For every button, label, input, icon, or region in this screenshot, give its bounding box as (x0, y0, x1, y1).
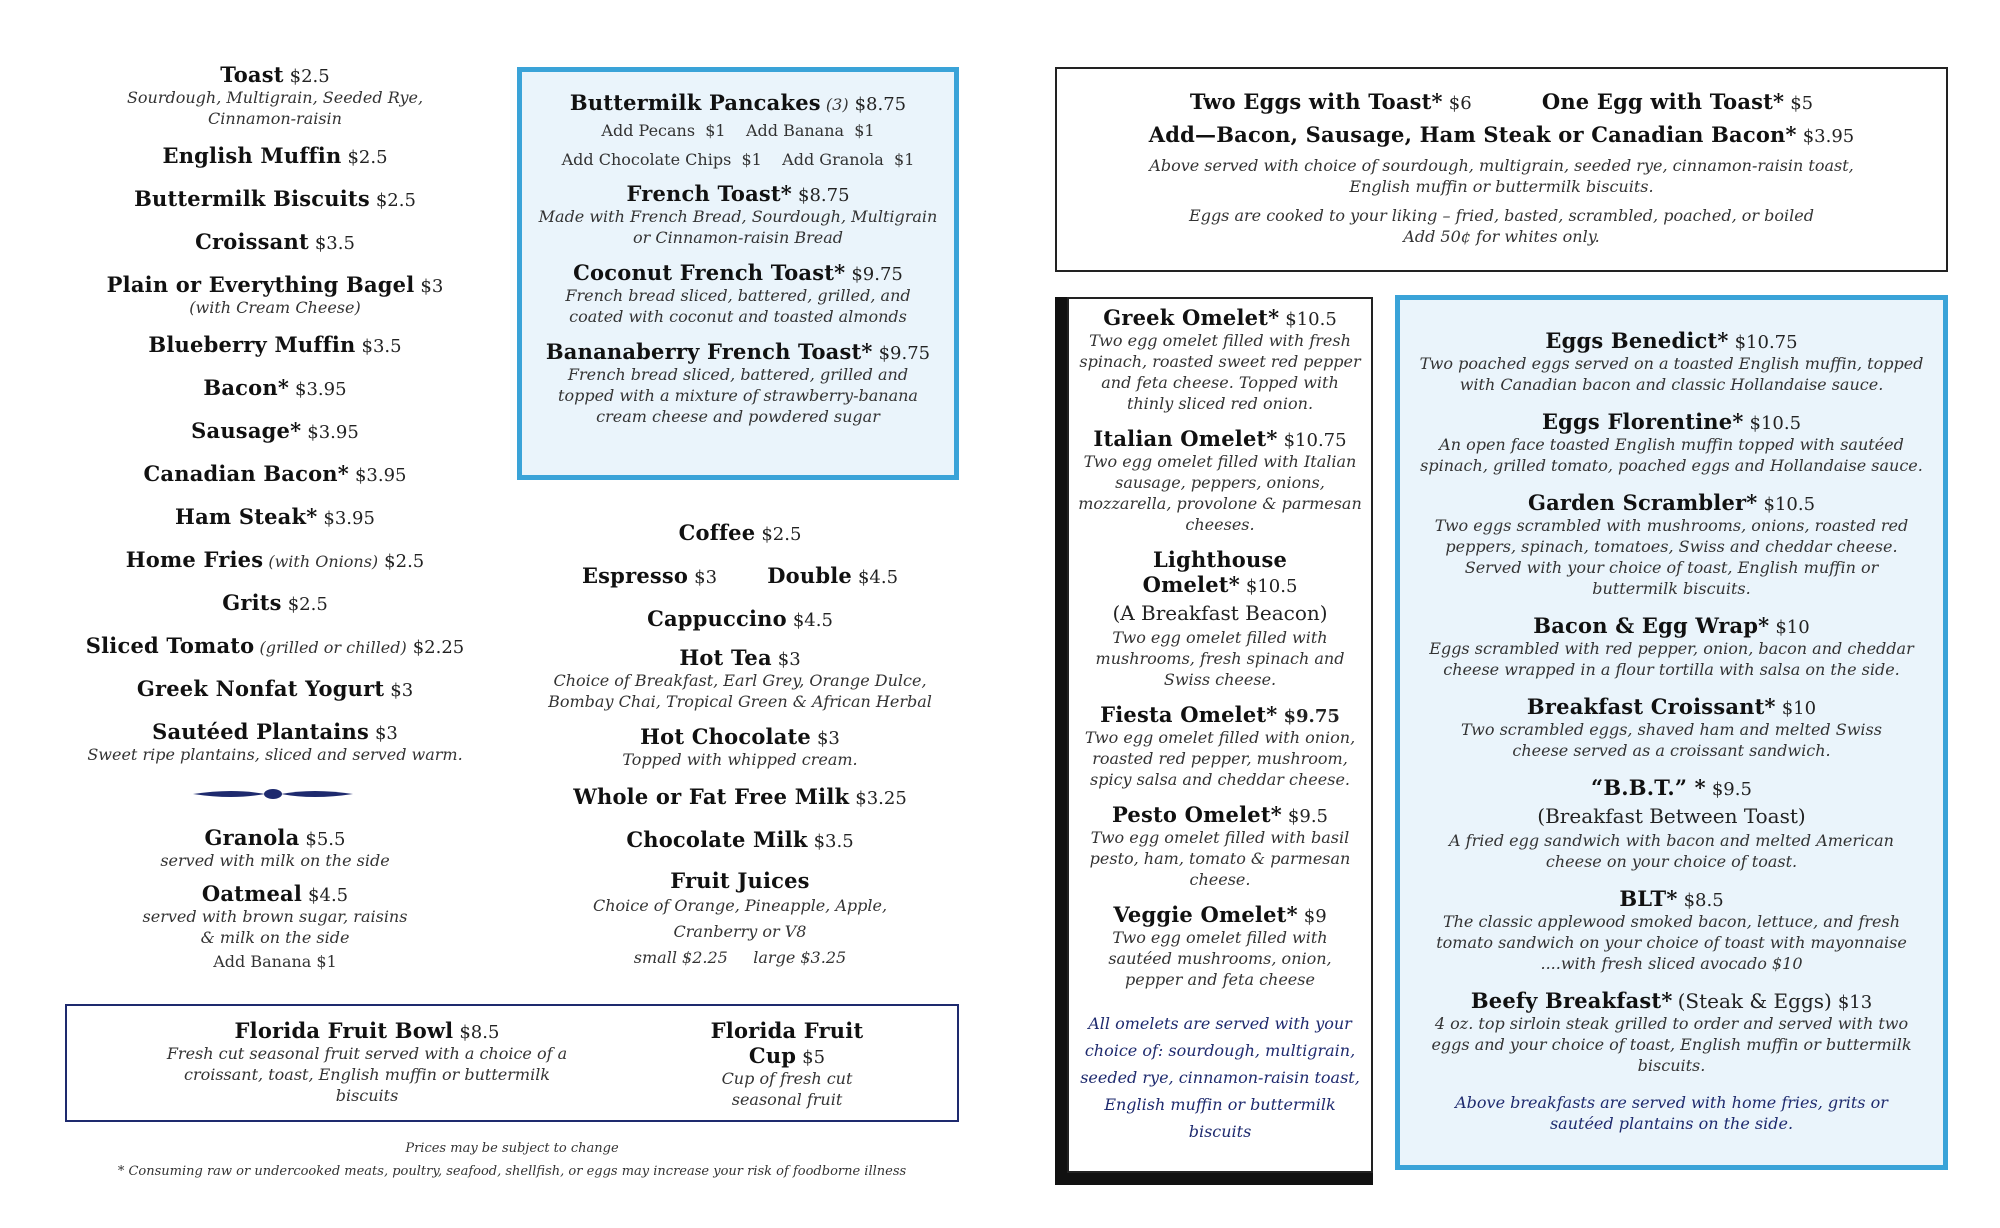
flourish-icon (193, 787, 353, 801)
item-price: $10.75 (1283, 430, 1347, 451)
item-price: $6 (1448, 93, 1472, 114)
item-price: $9.5 (1287, 806, 1328, 827)
menu-item-granola (100, 825, 450, 871)
item-addons: Add Chocolate Chips $1 Add Granola $1 (561, 150, 915, 169)
item-name: Fiesta Omelet* (1100, 702, 1278, 727)
item-price: $2.5 (287, 594, 328, 615)
item-price: $9.75 (851, 264, 903, 285)
item-name: Bacon & Egg Wrap* (1533, 613, 1770, 638)
item-name: Blueberry Muffin (148, 332, 356, 357)
item-desc: (with Cream Cheese) (189, 298, 361, 317)
item-price: $2.5 (375, 190, 416, 211)
menu-item-eggs-benedict (1418, 328, 1925, 395)
item-desc: Cup of fresh cut seasonal fruit (721, 1069, 853, 1109)
item-price: $2.25 (412, 637, 465, 658)
item-desc: Choice of Breakfast, Earl Grey, Orange Dulce, Bombay Chai, Tropical Green & African Herbal (548, 671, 932, 711)
item-price: $10.75 (1734, 332, 1798, 353)
menu-item-sliced-tomato (60, 633, 490, 658)
menu-item-greek-yogurt (60, 676, 490, 701)
menu-item-pesto-omelet (1077, 802, 1363, 890)
item-qualifier: (Steak & Eggs) (1677, 989, 1832, 1013)
drinks-section (530, 520, 950, 981)
item-name: Chocolate Milk (626, 827, 808, 852)
specialties-box (1395, 295, 1948, 1170)
item-name: Veggie Omelet* (1113, 902, 1298, 927)
menu-item-english-muffin (60, 143, 490, 168)
item-price: $3 (374, 723, 398, 744)
item-price: $4.5 (857, 567, 899, 588)
item-price: $5.5 (305, 829, 346, 850)
menu-item-ham-steak (60, 504, 490, 529)
item-desc: Cranberry or V8 (673, 922, 807, 941)
item-desc: 4 oz. top sirloin steak grilled to order and served with two eggs and your choice of toast, English muffin or buttermilk biscuits. (1431, 1014, 1912, 1075)
item-subtitle: (A Breakfast Beacon) (1112, 601, 1328, 625)
item-desc: Two egg omelet filled with sautéed mushrooms, onion, pepper and feta cheese (1108, 928, 1332, 989)
item-name: Bacon* (203, 375, 290, 400)
item-name: Fruit Juices (670, 868, 810, 893)
ornament-divider (188, 786, 358, 802)
menu-item-lighthouse-omelet (1077, 547, 1363, 690)
menu-item-garden-scrambler (1418, 490, 1925, 599)
menu-item-beefy-breakfast (1418, 988, 1925, 1076)
eggs-note: Above served with choice of sourdough, multigrain, seeded rye, cinnamon-raisin toast, English muffin or buttermilk biscuits. (1149, 156, 1854, 196)
item-name: Florida Fruit Bowl (234, 1018, 454, 1043)
sides-column (60, 62, 490, 775)
menu-item-fruit-bowl (157, 1018, 577, 1106)
item-name: Coffee (678, 520, 756, 545)
item-price: $3.25 (855, 788, 907, 809)
item-name: Plain or Everything Bagel (106, 272, 415, 297)
menu-item-croissant (60, 229, 490, 254)
item-price: $3 (694, 567, 718, 588)
item-desc: Two egg omelet filled with fresh spinach, roasted sweet red pepper and feta cheese. Topped with thinly sliced red onion. (1079, 331, 1361, 413)
item-name: Sautéed Plantains (152, 719, 369, 744)
item-name: Croissant (195, 229, 309, 254)
item-name: Cup (748, 1043, 797, 1068)
item-desc: Two egg omelet filled with mushrooms, fresh spinach and Swiss cheese. (1095, 628, 1345, 689)
item-name: Oatmeal (201, 881, 303, 906)
menu-item-toast (60, 62, 490, 129)
item-name: Lighthouse Omelet* (1142, 547, 1288, 597)
menu-item-bacon (60, 375, 490, 400)
item-name: Grits (222, 590, 282, 615)
item-name: BLT* (1619, 886, 1678, 911)
item-name: Two Eggs with Toast* (1189, 89, 1443, 114)
item-name: Double (767, 563, 852, 588)
item-addons: Add Pecans $1 Add Banana $1 (601, 121, 875, 140)
item-name: Cappuccino (647, 606, 787, 631)
item-name: Ham Steak* (175, 504, 318, 529)
item-desc: Two egg omelet filled with Italian sausage, peppers, onions, mozzarella, provolone & parmesan cheeses. (1078, 452, 1362, 534)
foodborne-warning: * Consuming raw or undercooked meats, poultry, seafood, shellfish, or eggs may increase your risk of foodborne illness (117, 1164, 907, 1179)
menu-item-cappuccino (530, 606, 950, 631)
item-price: $10 (1781, 698, 1817, 719)
item-price: $5 (1790, 93, 1814, 114)
menu-item-bagel (60, 272, 490, 318)
menu-item-bbt (1418, 775, 1925, 872)
item-price: $10 (1775, 617, 1810, 638)
item-name: Canadian Bacon* (143, 461, 349, 486)
item-price: $9.5 (1711, 779, 1752, 800)
item-price: $3.95 (323, 508, 375, 529)
menu-item-coffee (530, 520, 950, 545)
griddle-box (517, 67, 959, 480)
item-desc: Fresh cut seasonal fruit served with a choice of a croissant, toast, English muffin or buttermilk biscuits (166, 1044, 568, 1105)
menu-item-fiesta-omelet (1077, 702, 1363, 790)
menu-item-buttermilk-biscuits (60, 186, 490, 211)
item-desc: & milk on the side (200, 928, 350, 947)
item-price: $3 (390, 680, 414, 701)
item-price: $3 (420, 276, 444, 297)
item-desc: Made with French Bread, Sourdough, Multigrain or Cinnamon-raisin Bread (538, 207, 938, 247)
menu-item-oatmeal (100, 881, 450, 971)
menu-item-hot-tea (530, 645, 950, 712)
item-price: $3 (816, 728, 840, 749)
item-price: $2.5 (384, 551, 425, 572)
menu-item-sausage (60, 418, 490, 443)
item-desc: Two egg omelet filled with basil pesto, ham, tomato & parmesan cheese. (1089, 828, 1351, 889)
item-name: Florida Fruit (710, 1018, 864, 1043)
item-addon: Add Banana $1 (213, 952, 337, 971)
item-name: Eggs Benedict* (1545, 328, 1729, 353)
item-price: $5 (802, 1047, 826, 1068)
item-desc: Two poached eggs served on a toasted English muffin, topped with Canadian bacon and classic Hollandaise sauce. (1419, 354, 1924, 394)
item-desc: Choice of Orange, Pineapple, Apple, (592, 896, 888, 915)
item-price: $4.5 (792, 610, 833, 631)
item-name: Sliced Tomato (85, 633, 255, 658)
item-qualifier: (grilled or chilled) (259, 638, 407, 657)
menu-item-coconut-french-toast (536, 260, 940, 327)
item-name: French Toast* (626, 181, 792, 206)
item-name: Add—Bacon, Sausage, Ham Steak or Canadian Bacon* (1148, 122, 1797, 147)
omelets-box (1067, 297, 1373, 1173)
item-price: $3.5 (813, 831, 854, 852)
item-price: $9 (1303, 906, 1327, 927)
item-price: $3.5 (361, 336, 402, 357)
item-name: Sausage* (191, 418, 302, 443)
item-desc: Two egg omelet filled with onion, roasted red pepper, mushroom, spicy salsa and cheddar cheese. (1084, 728, 1356, 789)
menu-item-milk (530, 784, 950, 809)
eggs-box (1055, 67, 1948, 272)
item-price: $10.5 (1285, 309, 1337, 330)
item-name: Toast (220, 62, 284, 87)
eggs-row (1057, 89, 1946, 114)
item-price: $8.75 (854, 94, 907, 115)
item-name: Granola (204, 825, 300, 850)
item-name: Hot Chocolate (640, 724, 811, 749)
item-price: $8.75 (798, 185, 850, 206)
item-name: Home Fries (125, 547, 264, 572)
item-desc: Sweet ripe plantains, sliced and served warm. (87, 745, 463, 764)
item-price: $2.5 (289, 66, 330, 87)
item-desc: An open face toasted English muffin topped with sautéed spinach, grilled tomato, poached eggs and Hollandaise sauce. (1420, 435, 1923, 475)
menu-item-espresso-row (530, 563, 950, 588)
item-name: Whole or Fat Free Milk (573, 784, 850, 809)
menu-item-greek-omelet (1077, 305, 1363, 414)
item-price: $9.75 (878, 343, 931, 364)
menu-item-chocolate-milk (530, 827, 950, 852)
item-price: $4.5 (308, 885, 349, 906)
item-name: Breakfast Croissant* (1526, 694, 1776, 719)
item-desc: Two eggs scrambled with mushrooms, onions, roasted red peppers, spinach, tomatoes, Swiss and cheddar cheese. Served with your choice of toast, English muffin or buttermilk biscuits. (1434, 516, 1909, 598)
item-name: Bananaberry French Toast* (545, 339, 873, 364)
menu-item-breakfast-croissant (1418, 694, 1925, 761)
fruit-box (65, 1004, 959, 1122)
item-desc: served with brown sugar, raisins (142, 907, 408, 926)
item-price: $3.95 (307, 422, 359, 443)
item-price: $3.95 (295, 379, 347, 400)
item-name: Italian Omelet* (1093, 426, 1278, 451)
eggs-note: Add 50¢ for whites only. (1403, 227, 1600, 246)
item-desc: Topped with whipped cream. (622, 750, 858, 769)
menu-item-blueberry-muffin (60, 332, 490, 357)
item-name: Buttermilk Pancakes (569, 90, 821, 115)
cereal-section (100, 825, 450, 981)
item-desc: Two scrambled eggs, shaved ham and melted Swiss cheese served as a croissant sandwich. (1461, 720, 1882, 760)
item-name: Coconut French Toast* (573, 260, 846, 285)
item-desc: French bread sliced, battered, grilled and topped with a mixture of strawberry-banana cream cheese and powdered sugar (558, 365, 918, 426)
item-name: Eggs Florentine* (1541, 409, 1744, 434)
menu-item-fruit-cup (697, 1018, 877, 1110)
menu-item-grits (60, 590, 490, 615)
item-subtitle: (Breakfast Between Toast) (1537, 804, 1806, 828)
item-name: Buttermilk Biscuits (134, 186, 370, 211)
menu-item-home-fries (60, 547, 490, 572)
item-price: $10.5 (1763, 494, 1816, 515)
menu-item-fruit-juices (530, 868, 950, 971)
specialties-note: Above breakfasts are served with home fries, grits or sautéed plantains on the side. (1455, 1093, 1888, 1133)
item-desc: Eggs scrambled with red pepper, onion, bacon and cheddar cheese wrapped in a flour tortilla with salsa on the side. (1429, 639, 1914, 679)
menu-item-pancakes (536, 90, 940, 169)
menu-item-hot-chocolate (530, 724, 950, 770)
price-notice: Prices may be subject to change (405, 1141, 619, 1156)
item-price: $8.5 (459, 1022, 500, 1043)
item-desc: A fried egg sandwich with bacon and melted American cheese on your choice of toast. (1449, 831, 1894, 871)
item-name: Greek Omelet* (1103, 305, 1280, 330)
item-price: $3.95 (354, 465, 407, 486)
omelet-note: All omelets are served with your choice of: sourdough, multigrain, seeded rye, cinnamon-raisin toast, English muffin or buttermilk biscuits (1080, 1014, 1360, 1141)
menu-item-bacon-egg-wrap (1418, 613, 1925, 680)
item-name: Hot Tea (679, 645, 772, 670)
item-price: $3.5 (314, 233, 355, 254)
item-desc: Sourdough, Multigrain, Seeded Rye, Cinnamon-raisin (126, 88, 424, 128)
item-price: $2.5 (761, 524, 802, 545)
item-name: English Muffin (162, 143, 342, 168)
item-price: $8.5 (1683, 890, 1724, 911)
menu-item-blt (1418, 886, 1925, 974)
item-name: One Egg with Toast* (1541, 89, 1785, 114)
item-price: $3.95 (1802, 126, 1855, 147)
item-name: Greek Nonfat Yogurt (136, 676, 385, 701)
item-name: Pesto Omelet* (1111, 802, 1282, 827)
item-desc: French bread sliced, battered, grilled, and coated with coconut and toasted almonds (565, 286, 911, 326)
menu-item-plantains (60, 719, 490, 765)
eggs-note: Eggs are cooked to your liking – fried, basted, scrambled, poached, or boiled (1189, 206, 1814, 225)
item-price: $2.5 (347, 147, 388, 168)
item-name: Garden Scrambler* (1527, 490, 1758, 515)
item-price: $13 (1837, 992, 1873, 1013)
item-qualifier: (with Onions) (268, 552, 379, 571)
item-desc: The classic applewood smoked bacon, lettuce, and fresh tomato sandwich on your choice of toast with mayonnaise ....with fresh sliced avocado $10 (1436, 912, 1907, 973)
menu-item-italian-omelet (1077, 426, 1363, 535)
menu-item-eggs-florentine (1418, 409, 1925, 476)
menu-item-bananaberry (536, 339, 940, 427)
item-qualifier: (3) (825, 95, 849, 114)
item-price: $3 (777, 649, 801, 670)
item-desc: served with milk on the side (160, 851, 390, 870)
item-sizes: small $2.25 large $3.25 (633, 948, 847, 967)
item-name: “B.B.T.” * (1591, 775, 1706, 800)
item-price: $9.75 (1283, 706, 1340, 727)
item-name: Beefy Breakfast* (1470, 988, 1673, 1013)
menu-item-veggie-omelet (1077, 902, 1363, 990)
item-name: Espresso (581, 563, 689, 588)
menu-item-french-toast (536, 181, 940, 248)
eggs-add-row (1057, 122, 1946, 147)
menu-item-canadian-bacon (60, 461, 490, 486)
item-price: $10.5 (1749, 413, 1802, 434)
item-price: $10.5 (1245, 576, 1298, 597)
